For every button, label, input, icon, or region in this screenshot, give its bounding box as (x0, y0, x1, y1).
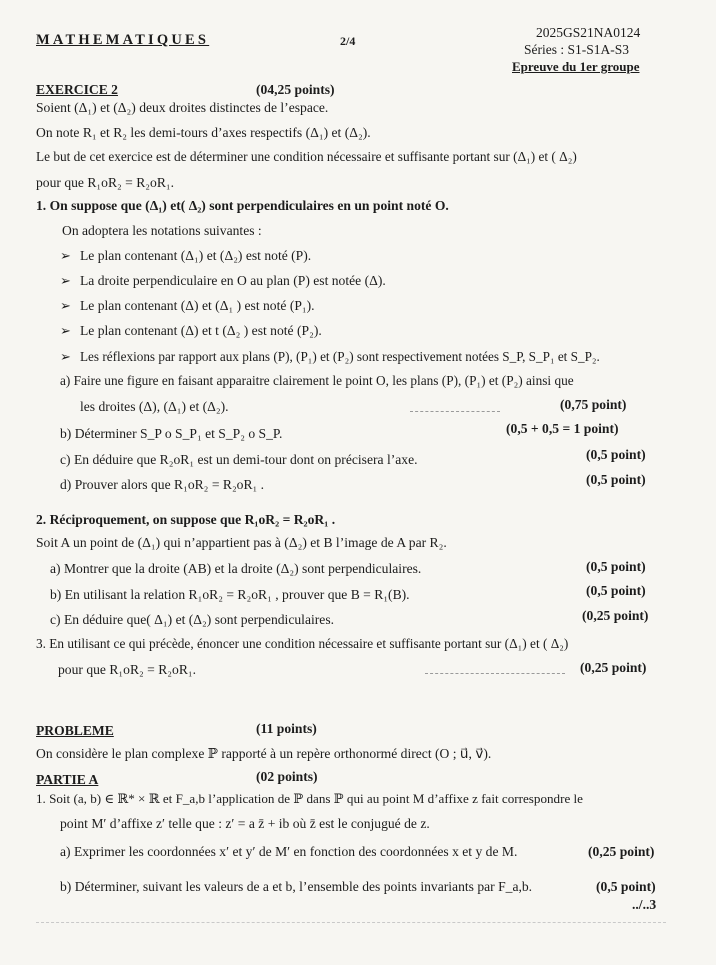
problem-title: PROBLEME (36, 723, 114, 738)
exercise-intro-line-3: Le but de cet exercice est de déterminer une condition nécessaire et suffisante portant sur (Δ₁) et ( Δ₂) (36, 149, 577, 164)
question-1b: b) Déterminer S_P o S_P₁ et S_P₂ o S_P. (60, 426, 283, 441)
question-1c: c) En déduire que R₂oR₁ est un demi-tour dont on précisera l’axe. (60, 452, 418, 467)
footer-rule (36, 922, 666, 923)
question-1a-points: (0,75 point) (560, 397, 627, 412)
exam-session: Epreuve du 1er groupe (512, 59, 640, 74)
question-1: 1. On suppose que (Δ₁) et( Δ₂) sont perpendiculaires en un point noté O. (36, 198, 449, 213)
bullet-item: Le plan contenant (Δ₁) et (Δ₂) est noté (P). (80, 248, 312, 263)
question-2: 2. Réciproquement, on suppose que R₁oR₂ = R₂oR₁ . (36, 512, 336, 527)
subject-title: MATHEMATIQUES (36, 32, 210, 48)
question-1a-line-2: les droites (Δ), (Δ₁) et (Δ₂). (80, 399, 229, 414)
exercise-intro-line-4: pour que R₁oR₂ = R₂oR₁. (36, 175, 175, 190)
problem-question-1-line-1: 1. Soit (a, b) ∈ ℝ* × ℝ et F_a,b l’application de ℙ dans ℙ qui au point M d’affixe z fait correspondre le (36, 791, 583, 806)
question-1a-line-1: a) Faire une figure en faisant apparaitre clairement le point O, les plans (P), (P₁) et (P₂) ainsi que (60, 373, 574, 388)
question-2a: a) Montrer que la droite (AB) et la droite (Δ₂) sont perpendiculaires. (50, 561, 422, 576)
exercise-intro-line-1: Soient (Δ₁) et (Δ₂) deux droites distinctes de l’espace. (36, 100, 329, 115)
question-3-line-2: pour que R₁oR₂ = R₂oR₁. (58, 662, 197, 677)
arrow-bullet-icon: ➢ (60, 349, 71, 364)
problem-question-1a: a) Exprimer les coordonnées x′ et y′ de M′ en fonction des coordonnées x et y de M. (60, 844, 518, 859)
question-2c: c) En déduire que( Δ₁) et (Δ₂) sont perpendiculaires. (50, 612, 335, 627)
question-2a-points: (0,5 point) (586, 559, 646, 574)
part-a-points: (02 points) (256, 769, 318, 784)
question-2b: b) En utilisant la relation R₁oR₂ = R₂oR₁ , prouver que B = R₁(B). (50, 587, 410, 602)
arrow-bullet-icon: ➢ (60, 248, 71, 263)
notation-intro: On adoptera les notations suivantes : (62, 223, 262, 238)
question-2c-points: (0,25 point) (582, 608, 649, 623)
page-number: 2/4 (340, 34, 356, 48)
page-continuation: ../..3 (632, 897, 657, 912)
question-2-intro: Soit A un point de (Δ₁) qui n’appartient pas à (Δ₂) et B l’image de A par R₂. (36, 535, 447, 550)
question-1c-points: (0,5 point) (586, 447, 646, 462)
arrow-bullet-icon: ➢ (60, 298, 71, 313)
arrow-bullet-icon: ➢ (60, 323, 71, 338)
exercise-intro-line-2: On note R₁ et R₂ les demi-tours d’axes respectifs (Δ₁) et (Δ₂). (36, 125, 371, 140)
exercise-points: (04,25 points) (256, 82, 335, 97)
problem-points: (11 points) (256, 721, 317, 736)
part-a-title: PARTIE A (36, 772, 99, 787)
question-1b-points: (0,5 + 0,5 = 1 point) (506, 421, 619, 436)
exam-code: 2025GS21NA0124 (536, 25, 641, 40)
problem-question-1-line-2: point M′ d’affixe z′ telle que : z′ = a z̄ + ib où z̄ est le conjugué de z. (60, 816, 430, 831)
question-3-points: (0,25 point) (580, 660, 647, 675)
exercise-title: EXERCICE 2 (36, 82, 118, 97)
problem-intro: On considère le plan complexe ℙ rapporté à un repère orthonormé direct (O ; u⃗, v⃗). (36, 746, 492, 761)
dotted-leader (410, 411, 500, 412)
question-3-line-1: 3. En utilisant ce qui précède, énoncer une condition nécessaire et suffisante portant sur (Δ₁) et ( Δ₂) (36, 636, 569, 651)
question-1d-points: (0,5 point) (586, 472, 646, 487)
problem-question-1a-points: (0,25 point) (588, 844, 655, 859)
exam-series: Séries : S1-S1A-S3 (524, 42, 630, 57)
question-1d: d) Prouver alors que R₁oR₂ = R₂oR₁ . (60, 477, 265, 492)
bullet-item: Les réflexions par rapport aux plans (P), (P₁) et (P₂) sont respectivement notées S_P, S_P₁ et S_P₂. (80, 349, 600, 364)
bullet-item: La droite perpendiculaire en O au plan (P) est notée (Δ). (80, 273, 386, 288)
arrow-bullet-icon: ➢ (60, 273, 71, 288)
dotted-leader (425, 673, 565, 674)
question-2b-points: (0,5 point) (586, 583, 646, 598)
problem-question-1b-points: (0,5 point) (596, 879, 656, 894)
problem-question-1b: b) Déterminer, suivant les valeurs de a et b, l’ensemble des points invariants par F_a,b. (60, 879, 533, 894)
bullet-item: Le plan contenant (Δ) et t (Δ₂ ) est noté (P₂). (80, 323, 322, 338)
bullet-item: Le plan contenant (Δ) et (Δ₁ ) est noté (P₁). (80, 298, 315, 313)
